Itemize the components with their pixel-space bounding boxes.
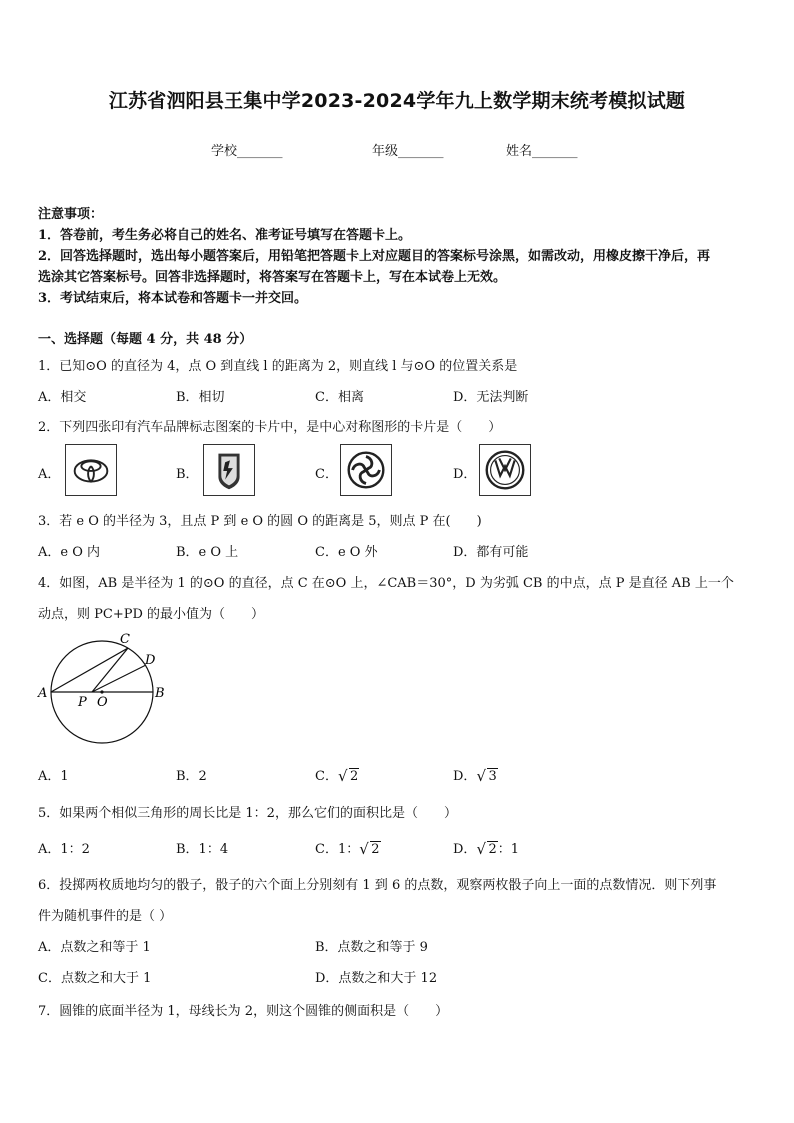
q1-option-a: A．相交 bbox=[38, 390, 87, 405]
q4-option-b: B．2 bbox=[176, 769, 207, 784]
sqrt-3-symbol bbox=[476, 769, 497, 784]
q2-label-a: A． bbox=[38, 467, 61, 482]
section-heading: 一、选择题（每题 4 分，共 48 分） bbox=[38, 332, 253, 347]
q4-stem-line1: 4．如图，AB 是半径为 1 的⊙O 的直径，点 C 在⊙O 上，∠CAB＝30°，D 为劣弧 CB 的中点，点 P 是直径 AB 上一个 bbox=[38, 576, 734, 591]
note-item-1: 1．答卷前，考生务必将自己的姓名、准考证号填写在答题卡上。 bbox=[38, 228, 412, 243]
q6-option-a: A．点数之和等于 1 bbox=[38, 940, 151, 955]
vw-logo-icon bbox=[480, 445, 530, 495]
q5-stem: 5．如果两个相似三角形的周长比是 1：2，那么它们的面积比是（ ） bbox=[38, 806, 457, 821]
name-field: 姓名_______ bbox=[506, 144, 578, 159]
q3-option-c: C．e O 外 bbox=[315, 545, 378, 560]
q4-option-a: A．1 bbox=[38, 769, 69, 784]
q5-option-d-label: D． bbox=[453, 842, 477, 857]
q5-option-d bbox=[453, 838, 519, 857]
page-title: 江苏省泗阳县王集中学2023-2024学年九上数学期末统考模拟试题 bbox=[108, 90, 686, 112]
q2-card-c bbox=[340, 444, 392, 496]
q3-stem: 3．若 e O 的半径为 3，且点 P 到 e O 的圆 O 的距离是 5，则点 P 在( ) bbox=[38, 514, 482, 529]
label-b: B bbox=[155, 686, 165, 701]
q5-option-d-radicand: 2 bbox=[488, 842, 497, 857]
q2-card-d bbox=[479, 444, 531, 496]
q1-option-b: B．相切 bbox=[176, 390, 225, 405]
segment-pc bbox=[92, 648, 128, 692]
q4-option-d-radicand: 3 bbox=[488, 769, 497, 784]
q6-option-c: C．点数之和大于 1 bbox=[38, 971, 152, 986]
q5-option-a: A．1：2 bbox=[38, 842, 90, 857]
q6-stem-line1: 6．投掷两枚质地均匀的骰子，骰子的六个面上分别刻有 1 到 6 的点数，观察两枚骰子向上一面的点数情况．则下列事 bbox=[38, 878, 717, 893]
q4-option-c-label: C． bbox=[315, 769, 338, 784]
sqrt-2-symbol bbox=[476, 842, 497, 857]
q2-stem: 2．下列四张印有汽车品牌标志图案的卡片中，是中心对称图形的卡片是（ ） bbox=[38, 420, 502, 435]
q2-label-b: B． bbox=[176, 467, 199, 482]
label-c: C bbox=[120, 632, 130, 647]
q3-option-a: A．e O 内 bbox=[38, 545, 101, 560]
sqrt-2-symbol bbox=[338, 769, 359, 784]
q6-stem-line2: 件为随机事件的是（ ） bbox=[38, 909, 173, 924]
label-o: O bbox=[97, 695, 108, 710]
q1-option-c: C．相离 bbox=[315, 390, 364, 405]
q6-option-d: D．点数之和大于 12 bbox=[315, 971, 438, 986]
q5-option-c bbox=[315, 838, 381, 857]
note-item-2-cont: 选涂其它答案标号。回答非选择题时，将答案写在答题卡上，写在本试卷上无效。 bbox=[38, 270, 507, 285]
q5-option-c-label: C．1： bbox=[315, 842, 360, 857]
center-dot bbox=[100, 690, 103, 693]
label-a: A bbox=[38, 686, 48, 701]
q6-option-b: B．点数之和等于 9 bbox=[315, 940, 428, 955]
q7-stem: 7．圆锥的底面半径为 1，母线长为 2，则这个圆锥的侧面积是（ ） bbox=[38, 1004, 449, 1019]
label-p: P bbox=[78, 695, 87, 710]
q5-option-c-radicand: 2 bbox=[371, 842, 380, 857]
q4-option-d-label: D． bbox=[453, 769, 477, 784]
toyota-logo-icon bbox=[66, 445, 116, 495]
q2-label-d: D． bbox=[453, 467, 477, 482]
swirl-logo-icon bbox=[341, 445, 391, 495]
note-item-2: 2．回答选择题时，选出每小题答案后，用铅笔把答题卡上对应题目的答案标号涂黑，如需改动，用橡皮擦干净后，再 bbox=[38, 249, 711, 264]
q5-option-d-suffix: ：1 bbox=[497, 842, 519, 857]
q3-option-b: B．e O 上 bbox=[176, 545, 239, 560]
sqrt-2-symbol bbox=[359, 842, 380, 857]
q4-stem-line2: 动点，则 PC+PD 的最小值为（ ） bbox=[38, 607, 265, 622]
q4-option-d bbox=[453, 765, 498, 784]
q4-option-c-radicand: 2 bbox=[349, 769, 359, 784]
label-d: D bbox=[145, 653, 156, 668]
notes-heading: 注意事项： bbox=[38, 207, 104, 222]
q4-option-c bbox=[315, 765, 359, 784]
q2-label-c: C． bbox=[315, 467, 338, 482]
q1-option-d: D．无法判断 bbox=[453, 390, 529, 405]
q4-circle-figure bbox=[32, 628, 172, 750]
segment-pd bbox=[92, 665, 146, 692]
q3-option-d: D．都有可能 bbox=[453, 545, 529, 560]
q2-card-a bbox=[65, 444, 117, 496]
chord-ac bbox=[51, 648, 128, 692]
q1-stem: 1．已知⊙O 的直径为 4，点 O 到直线 l 的距离为 2，则直线 l 与⊙O 的位置关系是 bbox=[38, 359, 518, 374]
school-field: 学校_______ bbox=[211, 144, 283, 159]
grade-field: 年级_______ bbox=[372, 144, 444, 159]
shield-logo-icon bbox=[204, 445, 254, 495]
q5-option-b: B．1：4 bbox=[176, 842, 229, 857]
q2-card-b bbox=[203, 444, 255, 496]
note-item-3: 3．考试结束后，将本试卷和答题卡一并交回。 bbox=[38, 291, 308, 306]
